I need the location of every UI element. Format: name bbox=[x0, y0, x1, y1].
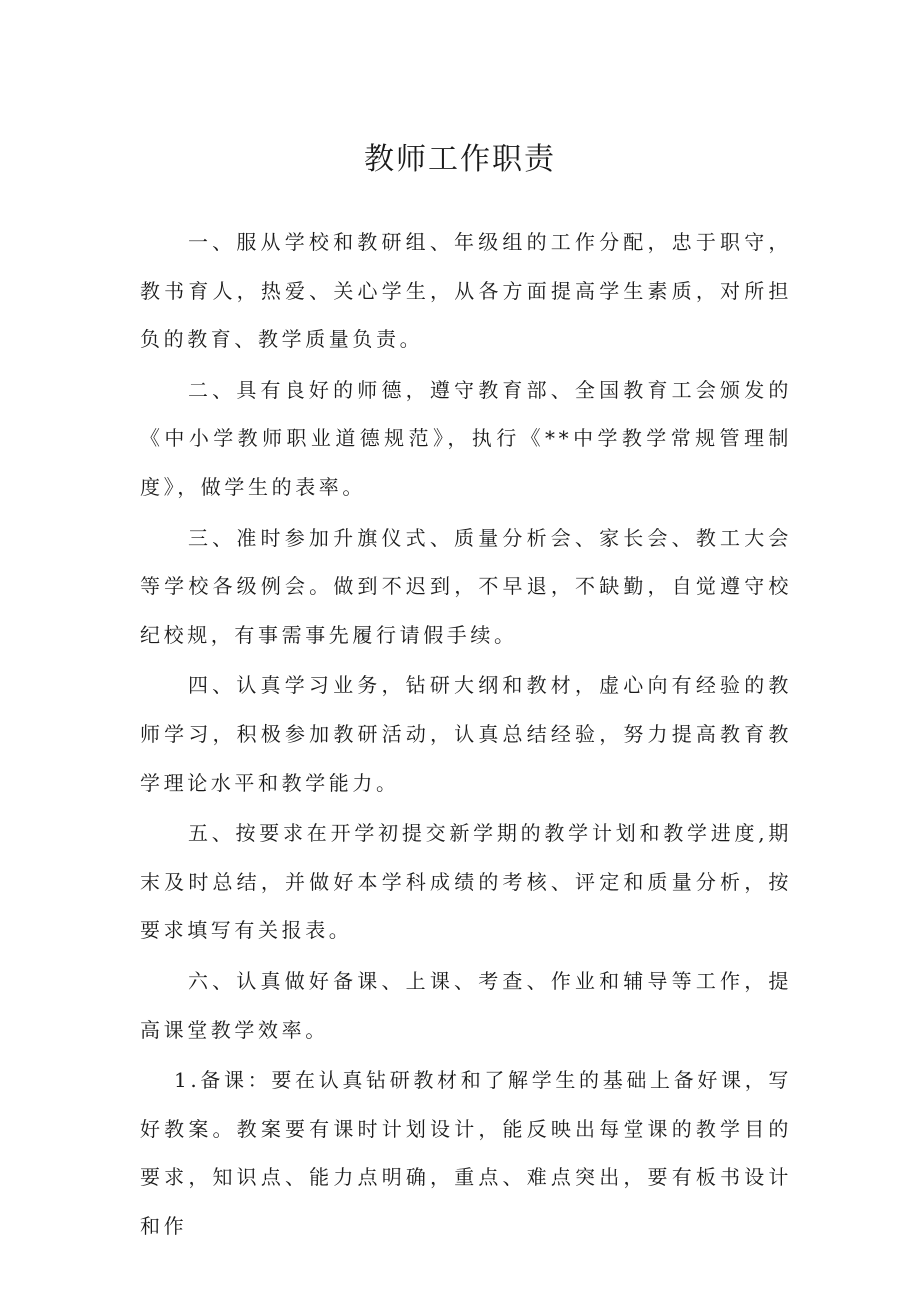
document-body bbox=[140, 218, 792, 1252]
paragraph-7-lesson-prep: 1.备课：要在认真钻研教材和了解学生的基础上备好课，写好教案。教案要有课时计划设计，能反映出每堂课的教学目的要求，知识点、能力点明确，重点、难点突出，要有板书设计和作 bbox=[140, 1068, 792, 1238]
paragraph-2: 二、具有良好的师德，遵守教育部、全国教育工会颁发的《中小学教师职业道德规范》，执行《**中学教学常规管理制度》，做学生的表率。 bbox=[140, 377, 792, 499]
paragraph-5: 五、按要求在开学初提交新学期的教学计划和教学进度,期末及时总结，并做好本学科成绩的考核、评定和质量分析，按要求填写有关报表。 bbox=[140, 821, 792, 943]
paragraph-1: 一、服从学校和教研组、年级组的工作分配，忠于职守，教书育人，热爱、关心学生，从各方面提高学生素质，对所担负的教育、教学质量负责。 bbox=[140, 230, 792, 352]
paragraph-4: 四、认真学习业务，钻研大纲和教材，虚心向有经验的教师学习，积极参加教研活动，认真总结经验，努力提高教育教学理论水平和教学能力。 bbox=[140, 673, 792, 795]
paragraph-6: 六、认真做好备课、上课、考查、作业和辅导等工作，提高课堂教学效率。 bbox=[140, 968, 792, 1042]
page-title: 教师工作职责 bbox=[364, 142, 556, 177]
paragraph-3: 三、准时参加升旗仪式、质量分析会、家长会、教工大会等学校各级例会。做到不迟到，不早退，不缺勤，自觉遵守校纪校规，有事需事先履行请假手续。 bbox=[140, 525, 792, 647]
